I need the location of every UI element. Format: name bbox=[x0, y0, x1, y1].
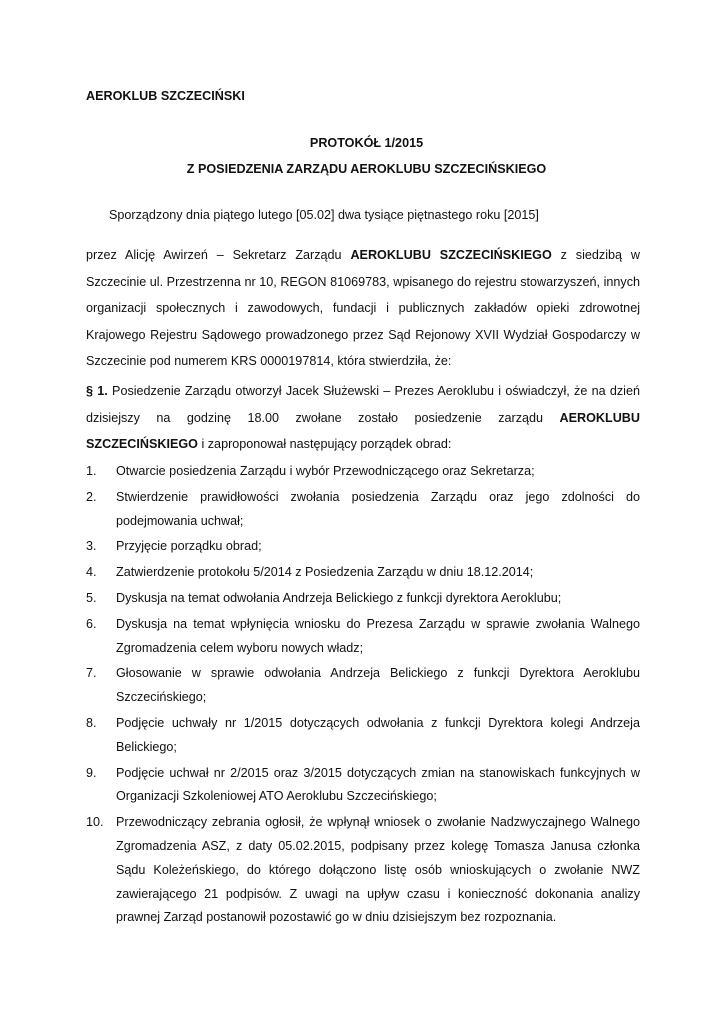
organization-header: AEROKLUB SZCZECIŃSKI bbox=[86, 89, 245, 103]
agenda-item-number: 3. bbox=[86, 539, 97, 554]
agenda-item-text: Głosowanie w sprawie odwołania Andrzeja Belickiego z funkcji Dyrektora Aeroklubu Szczecińskiego; bbox=[116, 666, 640, 705]
agenda-item bbox=[86, 460, 640, 484]
agenda-item bbox=[86, 561, 640, 585]
intro-org-name: AEROKLUBU SZCZECIŃSKIEGO bbox=[350, 248, 552, 262]
intro-text-1: przez Alicję Awirzeń – Sekretarz Zarządu bbox=[86, 248, 351, 262]
agenda-item bbox=[86, 587, 640, 611]
intro-text-2: z siedzibą w Szczecinie ul. Przestrzenna nr 10, REGON 81069783, wpisanego do rejestru stowarzyszeń, innych organizacji społecznych i zawodowych, fundacji i publicznych zakładów opieki zdrowotnej Krajowego Rejestru Sądowego prowadzonego przez Sąd Rejonowy XVII Wydział Gospodarczy w Szczecinie pod numerem KRS 0000197814, która stwierdziła, że: bbox=[86, 248, 640, 368]
agenda-item-text: Dyskusja na temat wpłynięcia wniosku do Prezesa Zarządu w sprawie zwołania Walnego Zgromadzenia celem wyboru nowych władz; bbox=[116, 616, 640, 655]
agenda-item-number: 1. bbox=[86, 464, 97, 478]
intro-paragraph bbox=[86, 242, 640, 375]
agenda-item bbox=[86, 613, 640, 661]
prepared-date-line: Sporządzony dnia piątego lutego [05.02] dwa tysiące piętnastego roku [2015] bbox=[109, 208, 539, 222]
protocol-title: PROTOKÓŁ 1/2015 bbox=[309, 136, 424, 150]
agenda-item-number: 5. bbox=[86, 590, 97, 605]
section-1-org-name: AEROKLUBU SZCZECIŃSKIEGO bbox=[86, 410, 640, 451]
agenda-item-text: Otwarcie posiedzenia Zarządu i wybór Przewodniczącego oraz Sekretarza; bbox=[116, 464, 535, 478]
agenda-item-text: Przewodniczący zebrania ogłosił, że wpłynął wniosek o zwołanie Nadzwyczajnego Walnego Zgromadzenia ASZ, z daty 05.02.2015, podpisany przez kolegę Tomasza Janusa członka Sądu Koleżeńskiego, do którego dołączono listę osób wnioskujących o zwołanie NWZ zawierającego 21 podpisów. Z uwagi na upływ czasu i konieczność dokonania analizy prawnej Zarząd postanowił pozostawić go w dniu dzisiejszym bez rozpoznania. bbox=[116, 815, 640, 925]
section-1-paragraph bbox=[86, 378, 640, 458]
section-marker: § 1. bbox=[86, 384, 108, 398]
agenda-item-text: Podjęcie uchwał nr 2/2015 oraz 3/2015 dotyczących zmian na stanowiskach funkcyjnych w Organizacji Szkoleniowej ATO Aeroklubu Szczecińskiego; bbox=[116, 765, 640, 804]
agenda-item-number: 10. bbox=[86, 815, 104, 830]
section-1-text-2: i zaproponował następujący porządek obrad: bbox=[197, 437, 452, 451]
agenda-item bbox=[86, 662, 640, 710]
agenda-item bbox=[86, 811, 640, 930]
agenda-item bbox=[86, 535, 640, 559]
agenda-item-number: 4. bbox=[86, 565, 97, 580]
agenda-item-number: 9. bbox=[86, 765, 97, 780]
agenda-item-text: Dyskusja na temat odwołania Andrzeja Belickiego z funkcji dyrektora Aeroklubu; bbox=[116, 590, 562, 605]
agenda-item bbox=[86, 712, 640, 760]
agenda-item bbox=[86, 762, 640, 810]
agenda-item-text: Przyjęcie porządku obrad; bbox=[116, 539, 262, 554]
agenda-list bbox=[86, 460, 640, 932]
section-1-text-1: Posiedzenie Zarządu otworzył Jacek Służewski – Prezes Aeroklubu i oświadczył, że na dzień dzisiejszy na godzinę 18.00 zwołane zostało posiedzenie zarządu bbox=[86, 384, 640, 425]
agenda-item-text: Podjęcie uchwały nr 1/2015 dotyczących odwołania z funkcji Dyrektora kolegi Andrzeja Belickiego; bbox=[116, 715, 640, 754]
agenda-item-text: Zatwierdzenie protokołu 5/2014 z Posiedzenia Zarządu w dniu 18.12.2014; bbox=[116, 565, 534, 580]
agenda-item-number: 7. bbox=[86, 666, 97, 681]
agenda-item-number: 6. bbox=[86, 616, 97, 631]
protocol-subtitle: Z POSIEDZENIA ZARZĄDU AEROKLUBU SZCZECIŃSKIEGO bbox=[186, 162, 547, 176]
agenda-item bbox=[86, 486, 640, 534]
agenda-item-number: 8. bbox=[86, 715, 97, 730]
agenda-item-text: Stwierdzenie prawidłowości zwołania posiedzenia Zarządu oraz jego zdolności do podejmowania uchwał; bbox=[116, 489, 640, 528]
agenda-item-number: 2. bbox=[86, 489, 97, 504]
